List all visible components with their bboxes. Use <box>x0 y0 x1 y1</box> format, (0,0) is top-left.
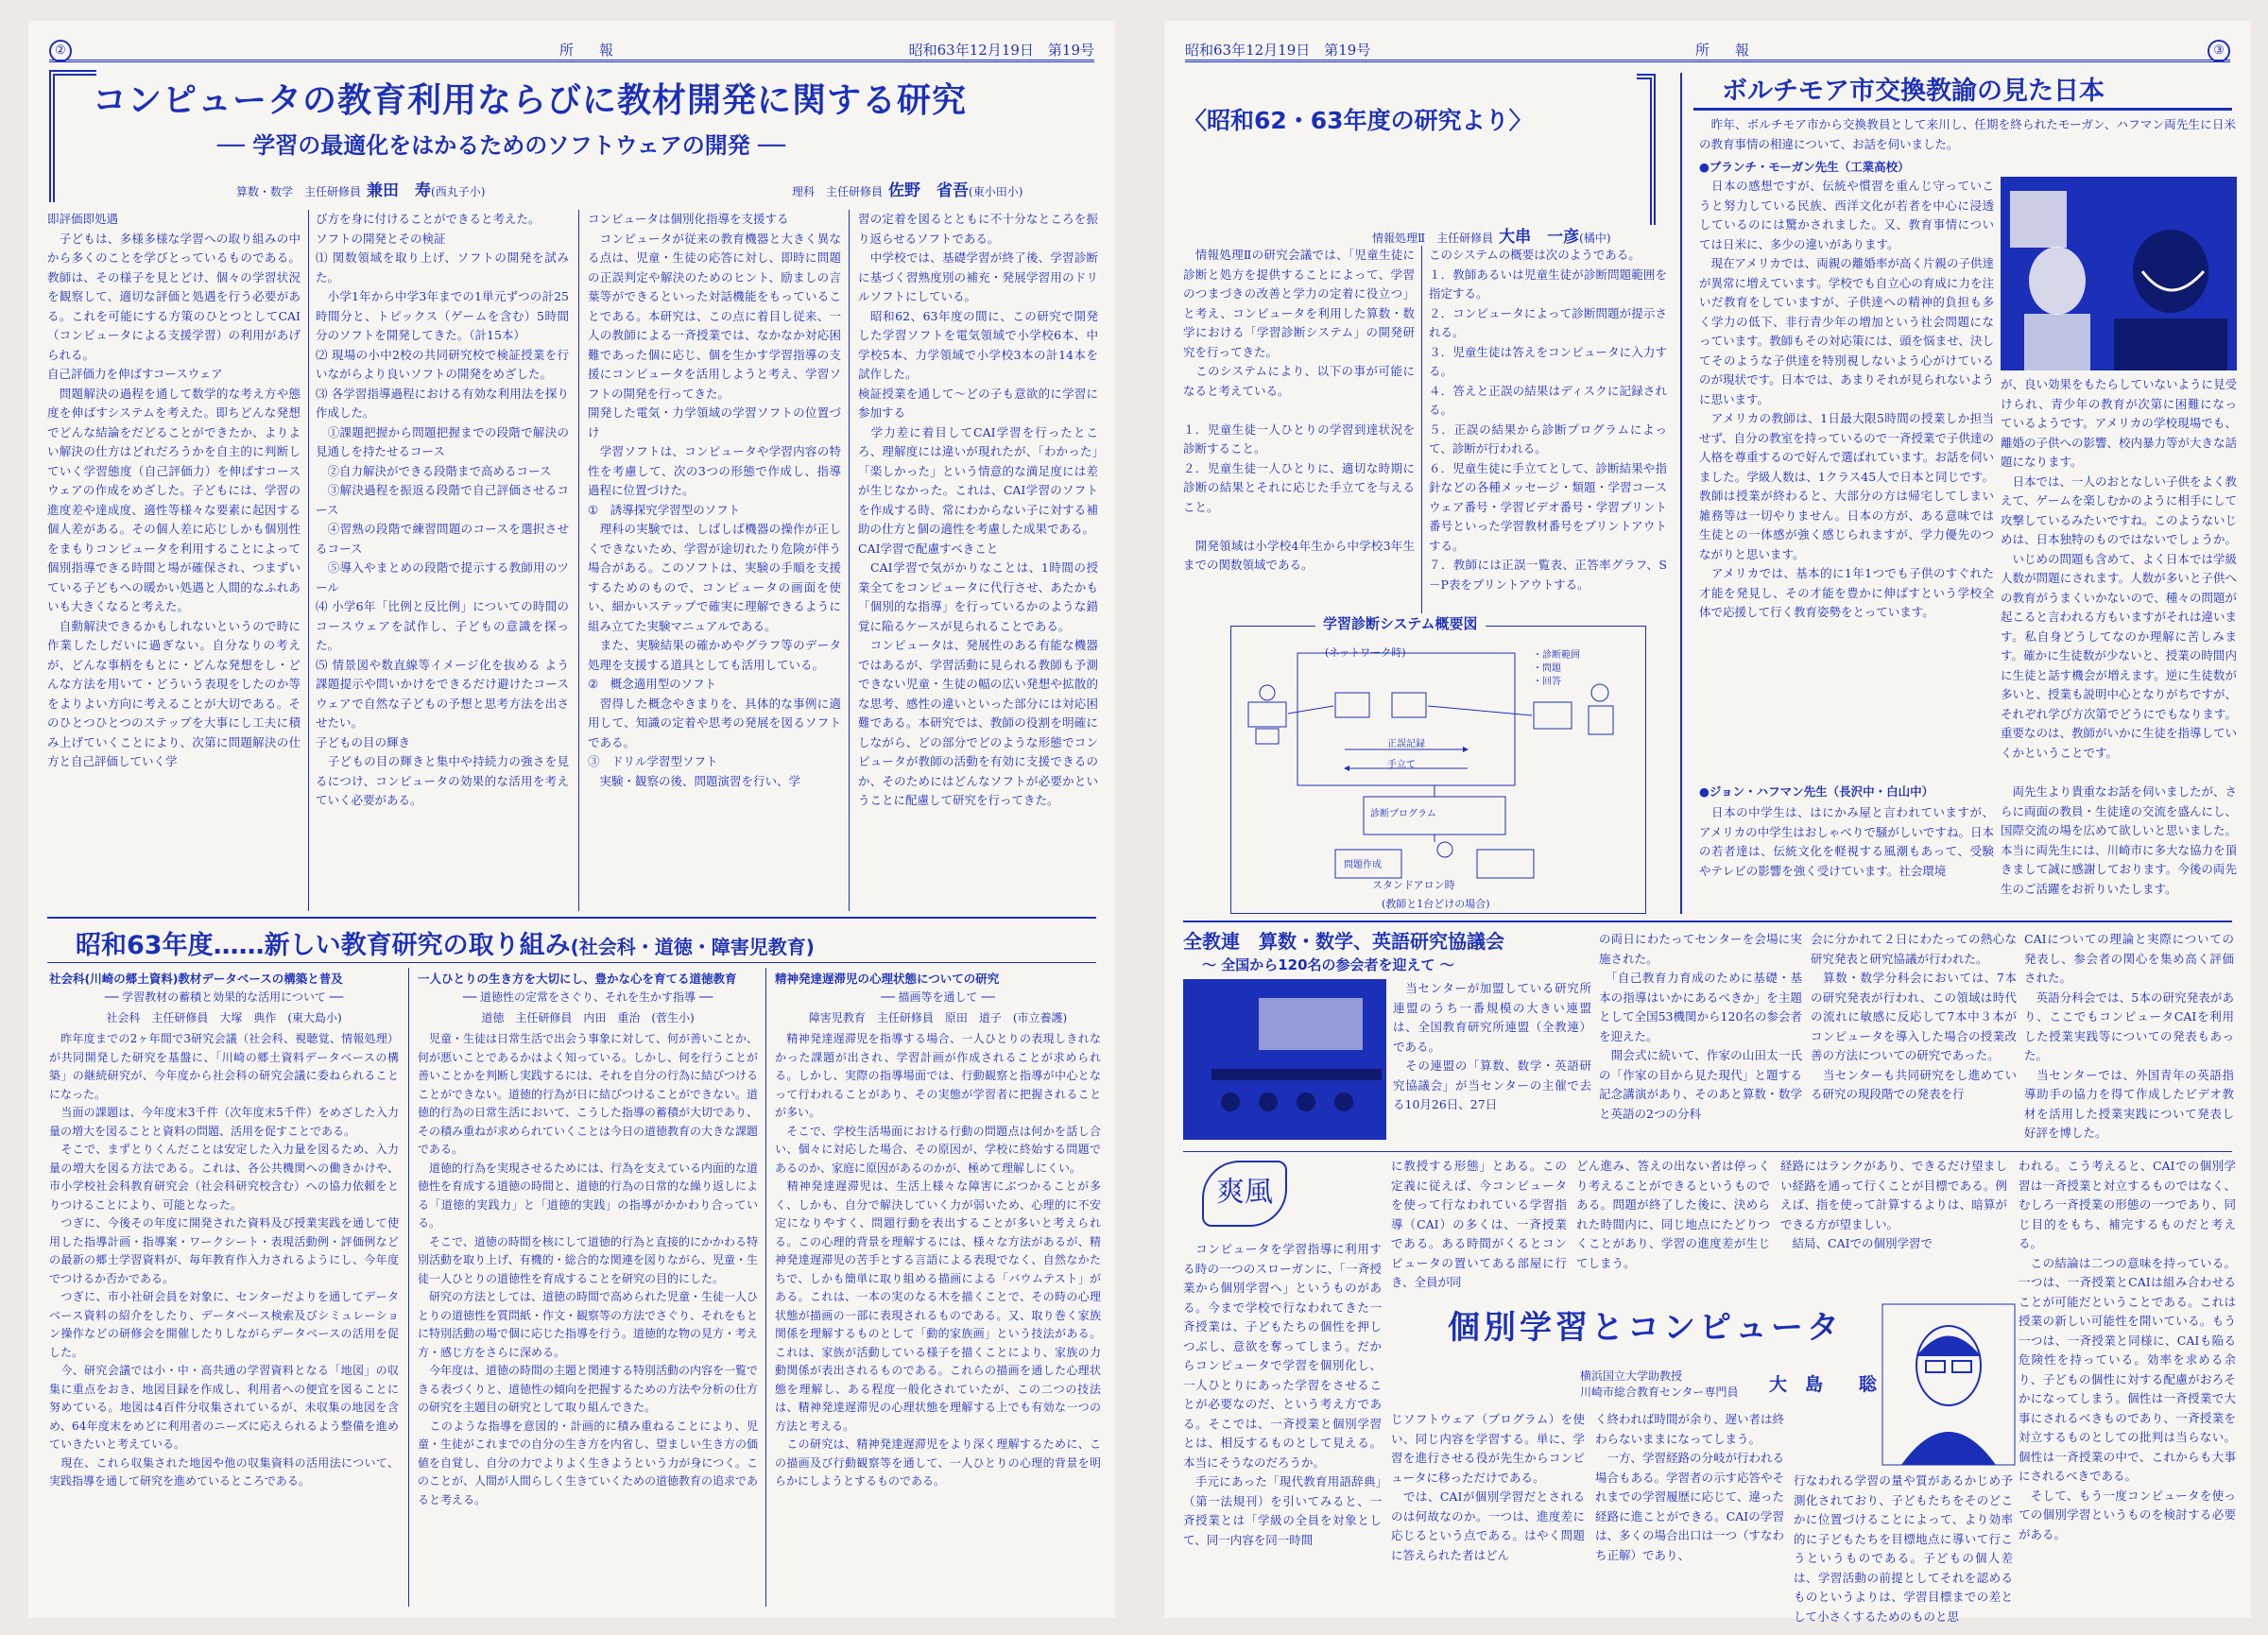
diagram-caption: (教師と1台どけの場合) <box>1382 898 1490 910</box>
author-role: 情報処理Ⅱ 主任研修員 <box>1372 232 1494 245</box>
baltimore-intro: 昨年、ボルチモア市から交換教員として来川し、任期を終られたモーガン、ハフマン両先生に日米の教育事情の相違について、お話を伺いました。 <box>1699 117 2236 151</box>
column-rule <box>849 210 850 911</box>
teachers-photo <box>2001 177 2237 370</box>
kofu-text-8: 行なわれる学習の量や質があるかじめ予測化されており、子どもたちをそのどこかに位置づけることによって、より効率的に子どもたちを目標地点に導いて行こうというものである。子どもの個人差は、学習活動の前提としてそれを認めるものというよりは、学習目標までの差として小さくするためのものと思 <box>1794 1473 2013 1624</box>
study-author: 障害児教育 主任研修員 原田 道子 (市立養護) <box>808 1011 1068 1024</box>
author-role: 算数・数学 主任研修員 <box>236 185 362 198</box>
diagram-label: ・回答 <box>1533 677 1561 687</box>
diagram-label: 手立て <box>1387 760 1416 770</box>
kofu-title: 個別学習とコンピュータ <box>1448 1309 1843 1347</box>
author-school: (東小田小) <box>969 185 1023 198</box>
page-header <box>49 38 1094 62</box>
author-sano <box>792 177 1022 200</box>
page-right <box>1164 21 2251 1624</box>
author-portrait <box>1882 1304 2015 1465</box>
kofu-text-2: に教授する形態」とある。この定義に従えば、今コンピュータを使って行なわれている学習指導（CAI）の多くは、一斉授業である。ある時間がくるとコンピュータの置いてある部屋に行き、全員が同 <box>1391 1159 1567 1289</box>
huffman-heading: ●ジョン・ハフマン先生（長沢中・白山中） <box>1699 784 1934 799</box>
title-rule <box>1693 108 2232 111</box>
article-column-2: このシステムの概要は次のようである。 １．教師あるいは児童生徒が診断問題範囲を指定する。 ２．コンピュータによって診断問題が提示される。 ３．児童生徒は答えをコンピュータに入力する。 ４．答えと正誤の結果はディスクに記録される。 ５．正誤の結果から診断プログラムによって、診断が行われる。 ６．児童生徒に手立てとして、診断結果や指針などの各種メッセージ・類題・学習コースウェア番号・学習ビデオ番号・学習プリント番号といった学習教材番号をプリントアウトする。 ７．教師には正誤一覧表、正答率グラフ、S－P表をプリントアウトする。 <box>1429 248 1667 592</box>
study-subtitle: ── 道徳性の定常をさぐり、それを生かす指導 ── <box>462 990 713 1004</box>
diagram-title: 学習診断システム概要図 <box>1315 613 1486 633</box>
column-rule <box>1680 73 1682 914</box>
morgan-body-cont: が、良い効果をもたらしていないように見受けられ、青少年の教育が次第に困難になっているようです。アメリカの学校現場でも、離婚の子供への影響、校内暴力等が大きな話題になります。 日本では、一人のおとなしい子供をよく教えて、ゲームを楽しむかのように相手にして攻撃しているみたいですね。このようないじめは、日本独特のものではないでしょうか。 いじめの問題も含めて、よく日本では学級人数が問題にされます。人数が多いと子供への教育がうまくいかないので、種々の問題が起こると言われる方もいますがそれは違います。私自身どうしてなのか理解に苦しみます。確かに生徒数が少ないと、授業の時間内に生徒と話す機会が増えます。逆に生徒数が多いと、授業も説明中心となりがちですが、それぞれ学び方次第でどうにでもなります。重要なのは、教師がいかに生徒を指導していくかということです。 <box>2001 377 2238 760</box>
diagram-label: 問題作成 <box>1344 860 1382 870</box>
header-title: 所 報 <box>1695 42 1756 59</box>
diagram-label: (ネットワーク時) <box>1325 646 1406 659</box>
main-title: コンピュータの教育利用ならびに教材開発に関する研究 <box>93 81 968 120</box>
system-diagram <box>1230 626 1646 914</box>
study-author: 社会科 主任研修員 大塚 典作 (東大島小) <box>106 1011 342 1024</box>
author-school: (西丸子小) <box>431 185 486 198</box>
kofu-author-name: 大 島 聡 <box>1769 1374 1878 1395</box>
zenkyo-subtitle: ～ 全国から120名の参会者を迎えて ～ <box>1202 956 1454 973</box>
study-author: 道徳 主任研修員 内田 重治 (菅生小) <box>481 1011 695 1024</box>
research-title: 〈昭和62・63年度の研究より〉 <box>1183 107 1533 134</box>
zenkyo-text-1: 当センターが加盟している研究所連盟のうち一番規模の大きい連盟は、全国教育研究所連盟（全教連）である。 その連盟の「算数、数学・英語研究協議会」が当センターの主催で去る10月26日、27日 <box>1393 981 1591 1111</box>
header-title: 所 報 <box>559 42 620 59</box>
section-rule <box>47 962 1096 963</box>
kofu-text-7: く終われば時間が余り、遅い者は終わらないままになってしまう。 一方、学習経路の分岐が行われる場合もある。学習者の示す応答やそれまでの学習履歴に応じて、違った経路に進ことができる。CAIの学習は、多くの場合出口は一つ（すなわち正解）であり、 <box>1595 1412 1785 1562</box>
diagram-label: 正誤記録 <box>1387 739 1425 749</box>
column-rule <box>308 210 309 911</box>
kofu-text-5: われる。こう考えると、CAIでの個別学習は一斉授業と対立するものではなく、むしろ一斉授業の形態の一つであり、同じ目的をもち、補完するものだと考える。 この結論は二つの意味を持っている。一つは、一斉授業とCAIは組み合わせることが可能だということである。これは授業の新しい可能性を開いている。もう一つは、一斉授業と同様に、CAIも陥る危険性を持っている。効率を求める余り、子どもの個性に対する配慮がおろそかになってしまう。個性は一斉授業で大事にされるべきものであり、一斉授業を対立するものとしての批判は当らない。個性は一斉授業の中で、これからも大事にされるべきである。 そして、もう一度コンピュータを使っての個別学習というものを検討する必要がある。 <box>2019 1159 2236 1541</box>
morgan-heading: ●ブランチ・モーガン先生（工業高校） <box>1699 160 1910 174</box>
article-column-4: 習の定着を図るとともに不十分なところを振り返らせるソフトである。 中学校では、基礎学習が終了後、学習診断に基づく習熟度別の補充・発展学習用のドリルソフトにしている。 昭和62、63年度の間に、この研究で開発した学習ソフトを電気領域で小学校6本、中学校5本、力学領域で小学校3本の計14本を試作した。 検証授業を通して～どの子も意欲的に学習に参加する 学力差に着目してCAI学習を行ったところ、理解度には違いが現れたが、「わかった」「楽しかった」という情意的な満足度には差が生じなかった。これは、CAI学習のソフトを作成する時、常にわからない子に対する補助の仕方と個の適性を考慮した成果である。 CAI学習で配慮すべきこと CAI学習で気がかりなことは、1時間の授業全てをコンピュータに代行させ、あたかも「個別的な指導」を行っているかのような錯覚に陥るケースが見られることである。 コンピュータは、発展性のある有能な機器ではあるが、学習活動に見られる教師も予測できない児童・生徒の幅の広い発想や拡散的な思考、感性の違いといった部分には対応困難である。本研究では、教師の役割を明確にしながら、どの部分でどのような形態でコンピュータが教師の活動を有効に支援できるのか、そのためにはどんなソフトが必要かということに配慮して研究を行ってきた。 <box>858 212 1098 807</box>
author-ogushi <box>1372 223 1611 247</box>
author-name: 大串 一彦 <box>1499 228 1580 247</box>
page-left <box>28 21 1115 1618</box>
study-body: 昨年度までの2ヶ年間で3研究会議（社会科、視聴覚、情報処理）が共同開発した研究を基盤に、「川崎の郷土資料データベースの構築」の継続研究が、今年度から社会科の研究会議に委ねられることになった。 当面の課題は、今年度末3千件（次年度末5千件）をめざした入力量の増大を図ることと資料の問題、活用を促すことである。 そこで、まずとりくんだことは安定した入力量を図るため、入力量の増大を図る方法である。これは、各公共機関への働きかけや、市小学校社会科教育研究会（社会科研究校含む）への協力依頼をとりつけることにより、可能となった。 つぎに、今後その年度に開発された資料及び授業実践を通して使用した指導計画・指導案・ワークシート・表現活動例・評価例などの最新の郷土学習資料が、毎年教育作入力されるようにし、今年度でつけるか否かである。 つぎに、市小社研会員を対象に、センターだよりを通してデータベース資料の紹介をしたり、データベース検索及びシミュレーション操作などの研修会を開催したりしながらデータベースの活用を促した。 今、研究会議では小・中・高共通の学習資料となる「地図」の収集に重点をおき、地図目録を作成し、利用者への便宜を図ることに努めている。地図は4百件分収集されているが、未収集の地図を含め、64年度末をめどに利用者のニーズに応えられるよう整備を進めていきたいと考えている。 現在、これら収集された地図や他の収集資料の活用法について、実践指導を通して研究を進めているところである。 <box>49 1032 399 1488</box>
kofu-text-4: 経路にはランクがあり、できるだけ望ましい経路を通って行くことが目標である。例えば、指を使って計算するよりは、暗算ができる方が望ましい。 結局、CAIでの個別学習で <box>1780 1159 2007 1250</box>
article-column-3: コンピュータは個別化指導を支援する コンピュータが従来の教育機器と大きく異なる点は、児童・生徒の応答に対し、即時に問題の正誤判定や解決のためのヒント、励ましの言葉等ができるといった対話機能をもっていることである。本研究は、この点に着目し従来、一人の教師による一斉授業では、なかなか対応困難であった個に応じ、個を生かす学習指導の支援にコンピュータを活用しようと考え、学習ソフトの開発を行ってきた。 開発した電気・力学領域の学習ソフトの位置づけ 学習ソフトは、コンピュータや学習内容の特性を考慮して、次の3つの形態で作成し、指導過程に位置づけた。 ① 誘導探究学習型のソフト 理科の実験では、しばしば機器の操作が正しくできないため、学習が途切れたり危険が伴う場合がある。このソフトは、実験の手順を支援するためのもので、コンピュータの画面を使い、細かいステップで確実に理解できるように組み立てた実験マニュアルである。 また、実験結果の確かめやグラフ等のデータ処理を支援する道具としても活用している。 ② 概念適用型のソフト 習得した概念やきまりを、具体的な事例に適用して、知識の定着や思考の発展を図るソフトである。 ③ ドリル学習型ソフト 実験・観察の後、問題演習を行い、学 <box>588 212 841 788</box>
author-name: 佐野 省吾 <box>888 181 970 200</box>
kofu-text-6: じソフトウェア（プログラム）を使い、同じ内容を学習する。単に、学習を進行させる役が先生からコンピュータに移っただけである。 では、CAIが個別学習だとされるのは何故なのか。一つは、進度差に応じるという点である。はやく問題に答えられた者はどん <box>1391 1412 1585 1562</box>
zenkyo-text-4: CAIについての理論と実際についての発表し、参会者の関心を集め高く評価された。 英語分科会では、5本の研究発表があり、ここでもコンピュータCAIを利用した授業実践等についての発表もあった。 当センターでは、外国青年の英語指導助手の協力を得て作成したビデオ教材を活用した授業実践について発表し好評を博した。 <box>2024 932 2234 1140</box>
section-rule <box>1183 1151 2232 1152</box>
article-column-1: 情報処理Ⅱの研究会議では、「児童生徒に診断と処方を提供することによって、学習のつまづきの改善と学力の定着に役立つ」と考え、コンピュータを利用した算数・数学における「学習診断システム」の開発研究を行ってきた。 このシステムにより、以下の事が可能になると考えている。 １．児童生徒一人ひとりの学習到達状況を診断すること。 ２．児童生徒一人ひとりに、適切な時期に診断の結果とそれに応じた手立てを与えること。 開発領域は小学校4年生から中学校3年生までの関数領域である。 <box>1183 248 1415 572</box>
author-role: 理科 主任研修員 <box>792 185 884 198</box>
zenkyo-text-3: 会に分かれて２日にわたっての熱心な研究発表と研究協議が行われた。 算数・数学分科会においては、7本の研究発表が行われ、この領域は時代の流れに敏感に反応して7本中３本がコンピュータを導入した場合の授業改善の方法についての研究であった。 当センターも共同研究をし進めている研究の現段階での発表を行 <box>1811 932 2017 1101</box>
column-mark: 爽風 <box>1202 1161 1287 1227</box>
kofu-text-1: コンピュータを学習指導に利用する時の一つのスローガンに、「一斉授業から個別学習へ」というものがある。今まで学校で行なわれてきた一斉授業は、子どもたちの個性を押しつぶし、意欲を奪ってしまう。だからコンピュータで学習を個別化し、一人ひとりにあった学習をさせることが必要なのだ、という考え方である。そこでは、一斉授業と個別学習とは、相反するものとして見える。本当にそうなのだろうか。 手元にあった「現代教育用語辞典」（第一法規刊）を引いてみると、一斉授業とは「学級の全員を対象として、同一内容を同一時間 <box>1183 1242 1382 1547</box>
title-bracket <box>49 70 96 202</box>
header-date: 昭和63年12月19日 第19号 <box>908 42 1094 59</box>
page-header <box>1185 38 2230 62</box>
page-number: ③ <box>2208 40 2230 62</box>
article-column-2: び方を身に付けることができると考えた。 ソフトの開発とその検証 ⑴ 関数領域を取り上げ、ソフトの開発を試みた。 小学1年から中学3年までの1単元ずつの計25時間分と、トピックス（ゲームを含む）5時間分のソフトを開発してきた。（計15本） ⑵ 現場の小中2校の共同研究校で検証授業を行いながらより良いソフトの開発をめざした。 ⑶ 各学習指導過程における有効な利用法を探り作成した。 ①課題把握から問題把握までの段階で解決の見通しを持たせるコース ②自力解決ができる段階まで高めるコース ③解決過程を振返る段階で自己評価させるコース ④習熟の段階で練習問題のコースを選択させるコース ⑤導入やまとめの段階で提示する教師用のツール ⑷ 小学6年「比例と反比例」についての時間のコースウェアを試作し、子どもの意識を探った。 ⑸ 情景図や数直線等イメージ化を抜める よう課題提示や問いかけをできるだけ避けたコースウェアで自然な子どもの予想と思考方法を出させたい。 子どもの目の輝き 子どもの目の輝きと集中や持続力の強さを見るにつけ、コンピュータの効果的な活用を考えていく必要がある。 <box>316 212 569 807</box>
study-title: 精神発達遅滞児の心理状態についての研究 <box>775 972 1000 986</box>
author-school: (橘中) <box>1579 232 1611 245</box>
author-name: 兼田 寿 <box>367 181 432 200</box>
diagram-label: 診断プログラム <box>1370 809 1436 819</box>
study-subtitle: ── 学習教材の蓄積と効果的な活用について ── <box>104 990 344 1004</box>
morgan-body: 日本の感想ですが、伝統や慣習を重んじ守っていこうと努力している民族、西洋文化が若者を中心に浸透しているのには驚かされました。又、教育事情については日米に、多少の違いがあります。 現在アメリカでは、両親の離婚率が高く片親の子供達が異常に増えています。学校でも自立心の育成に力を注いだ教育をしていますが、子供達への精神的負担も多く学力の低下、非行青少年の増加という社会問題になっています。教師もその対応策には、頭を悩ませ、決してそのような子供達を特別視しないよう心がけているのが現状です。日本では、あまりそれが見られないように思います。 アメリカの教師は、1日最大限5時間の授業しか担当せず、自分の教室を持っているので一斉授業で子供達の人格を尊重するので好んで選ばれています。お話を伺いました。学級人数は、1クラス45人で日本と同じです。教師は授業が終わると、大部分の方は帰宅してしまい雑務等は一切やりません。日本の方が、ある意味では生徒との一体感が強く感じられますが、学力優先のつながりと思います。 アメリカでは、基本的に1年1つでも子供のすぐれた才能を発見し、その才能を豊かに伸ばすという学校全体で応援して行く教育姿勢をとっています。 <box>1699 179 1994 619</box>
huffman-closing: 両先生より貴重なお話を伺いましたが、さらに両面の教員・生徒達の交流を盛んにし、国際交流の場を広めて欲しいと思いました。本当に両先生には、川崎市に多大な協力を頂きまして誠に感謝しております。今後の両先生のご活躍をお祈りいたします。 <box>2001 784 2238 896</box>
author-kaneda <box>236 177 485 200</box>
column-rule <box>578 210 579 911</box>
sub-title: ── 学習の最適化をはかるためのソフトウェアの開発 ── <box>217 132 786 159</box>
section-title-main: 昭和63年度……新しい教育研究の取り組み <box>76 931 571 960</box>
section-rule <box>1183 921 2232 922</box>
study-subtitle: ── 描画等を通して ── <box>881 990 995 1004</box>
diagram-drawing <box>1231 627 1645 913</box>
baltimore-title: ボルチモア市交換教諭の見た日本 <box>1722 77 2105 106</box>
diagram-label: ・問題 <box>1533 663 1561 674</box>
conference-photo <box>1183 979 1386 1140</box>
title-bracket <box>1637 74 1656 225</box>
study-title: 一人ひとりの生き方を大切にし、豊かな心を育てる道徳教育 <box>418 972 737 986</box>
column-rule <box>1421 246 1422 614</box>
diagram-label: ・診断範囲 <box>1533 650 1580 661</box>
header-date: 昭和63年12月19日 第19号 <box>1185 42 1371 59</box>
huffman-body: 日本の中学生は、はにかみ屋と言われていますが、アメリカの中学生はおしゃべりで騒がしいですね。日本の若者達は、伝統文化を軽視する風潮もあって、受験やテレビの影響を強く受けています。社会環境 <box>1699 805 1994 878</box>
study-title: 社会科(川崎の郷土資料)教材データベースの構築と普及 <box>49 972 343 986</box>
kofu-text-3: どん進み、答えの出ない者は停っくり考えることができるというものである。問題が終了した後に、決められた時間内に、同じ地点にたどりつくことがあり、学習の進度差が生じてしまう。 <box>1576 1159 1770 1270</box>
section-rule <box>47 917 1096 919</box>
section-title <box>76 924 815 961</box>
page-number: ② <box>49 40 72 62</box>
column-rule <box>408 968 409 1607</box>
column-rule <box>765 968 766 1607</box>
zenkyo-text-2: の両日にわたってセンターを会場に実施された。 「自己教育力育成のために基礎・基本の指導はいかにあるべきか」を主題として全国53機関から120名の参会者を迎えた。 開会式に続いて、作家の山田太一氏の「作家の目から見た現代」と題する記念講演があり、そのあと算数・数学と英語の2つの分科 <box>1599 932 1802 1121</box>
study-body: 児童・生徒は日常生活で出会う事象に対して、何が善いことか、何が悪いことであるかはよく知っている。しかし、何を行うことが善いことかを判断し実践するには、それを自分の行為に結びつけることができない。道徳的行為が日に結びつけることができない。道徳的行為の日常生活において、こうした指導の蓄積が大切であり、その積み重ねが求められていくことは今日の道徳教育の大きな課題である。 道徳的行為を実現させるためには、行為を支えている内面的な道徳性を育成する道徳の時間と、道徳的行為の日常的な繰り返しによる「道徳的実践力」と「道徳的実践」の指導がかかわり合っている。 そこで、道徳の時間を核にして道徳的行為と直接的にかかわる特別活動を取り上げ、有機的・総合的な関連を図りながら、児童・生徒一人ひとりの道徳性を育成することを研究の目的にした。 研究の方法としては、道徳の時間で高められた児童・生徒一人ひとりの道徳性を質問紙・作文・観察等の方法でさぐり、それをもとに特別活動の場で個に応じた指導を行う。道徳的な物の見方・考え方・感じ方をさらに深める。 今年度は、道徳の時間の主題と関連する特別活動の内容を一覧できる表づくりと、道徳性の傾向を把握するための方法や分析の仕方の研究を主題目の研究として取り組んできた。 このような指導を意図的・計画的に積み重ねることにより、児童・生徒がこれまでの自分の生き方を内省し、望ましい生き方の価値を自覚し、自分の力でよりよく生きようという力が身につく。このことが、人間が人間らしく生きていくための道徳教育の追求であると考える。 <box>418 1032 759 1506</box>
article-column-1: 即評価即処遇 子どもは、多様多様な学習への取り組みの中から多くのことを学びとっているものである。教師は、その様子を見とどけ、個々の学習状況を観察して、適切な評価と処遇を行う必要がある。これを可能にする方策のひとつとしてCAI（コンピュータによる支援学習）の利用があげられる。 自己評価力を伸ばすコースウェア 問題解決の過程を通して数学的な考え方や態度を伸ばすシステムを考えた。即ちどんな発想でどんな結論をだどることができたか、よりよい解決の仕方はどれだろうかを自主的に判断していく学習態度（自己評価力）を伸ばすコースウェアの作成をめざした。子どもには、学習の進度差や達成度、適性等様々な要素に起因する個人差がある。その個人差に応じしかも個別性をまもりコンピュータを利用することによって個別指導できる時間と場が確保され、つまずいている子どもへの暖かい処遇と人間的なふれあいも大きくなると考えた。 自動解決できるかもしれないというので時に作業したしだいに過ぎない。自分なりの考えが、どんな事柄をもとに・どんな発想をし・どんな方法を用いて・どういう表現をしたのか等をよりよい方向に考えることが大切である。そのひとつひとつのステップを大事にし工夫に積み上げていくことにより、次第に問題解決の仕方と自己評価していく学 <box>47 212 301 768</box>
zenkyo-title: 全教連 算数・数学、英語研究協議会 <box>1183 930 1504 953</box>
study-body: 精神発達遅滞児を指導する場合、一人ひとりの表現しきれなかった課題が出され、学習計画が作成されることが求められる。しかし、実際の指導場面では、行動観察と指導が中心となって行われることがあり、その実態が学習者に把握されることが多い。 そこで、学校生活場面における行動の問題点は何かを話し合い、個々に対応した場合、その原因が、学校に終始する問題であるのか、家庭に原因があるのかが、極めて理解しにくい。 精神発達遅滞児は、生活上様々な障害にぶつかることが多く、しかも、自分で解決していく力が弱いため、心理的に不安定になりやすく、問題行動を表出することが多いと考えられる。この心理的背景を理解するには、様々な方法があるが、精神発達遅滞児の苦手とする言語による表現でなく、自然なかたちで、しかも簡単に取り組める描画による「バウムテスト」がある。これは、一本の実のなる木を描くことで、その時の心理状態が描画の一部に表現されるものである。又、取り巻く家族関係を理解するものとして「動的家族画」という技法がある。これは、家族が活動している様子を描くことにより、家族の力動関係が表出されるものである。これらの描画を通した心理状態を理解し、ある程度一般化されていたが、この二つの技法は、精神発達遅滞児の心理状態を理解する上でも有効な一つの方法と考える。 この研究は、精神発達遅滞児をより深く理解するために、この描画及び行動観察等を通して、一人ひとりの心理的背景を明らかにしようとするものである。 <box>775 1032 1101 1488</box>
kofu-author-role: 横浜国立大学助教授 <box>1580 1369 1683 1383</box>
kofu-author-role: 川崎市総合教育センター専門員 <box>1580 1385 1739 1399</box>
section-title-sub: (社会科・道徳・障害児教育) <box>570 936 815 958</box>
diagram-label: スタンドアロン時 <box>1372 879 1455 891</box>
